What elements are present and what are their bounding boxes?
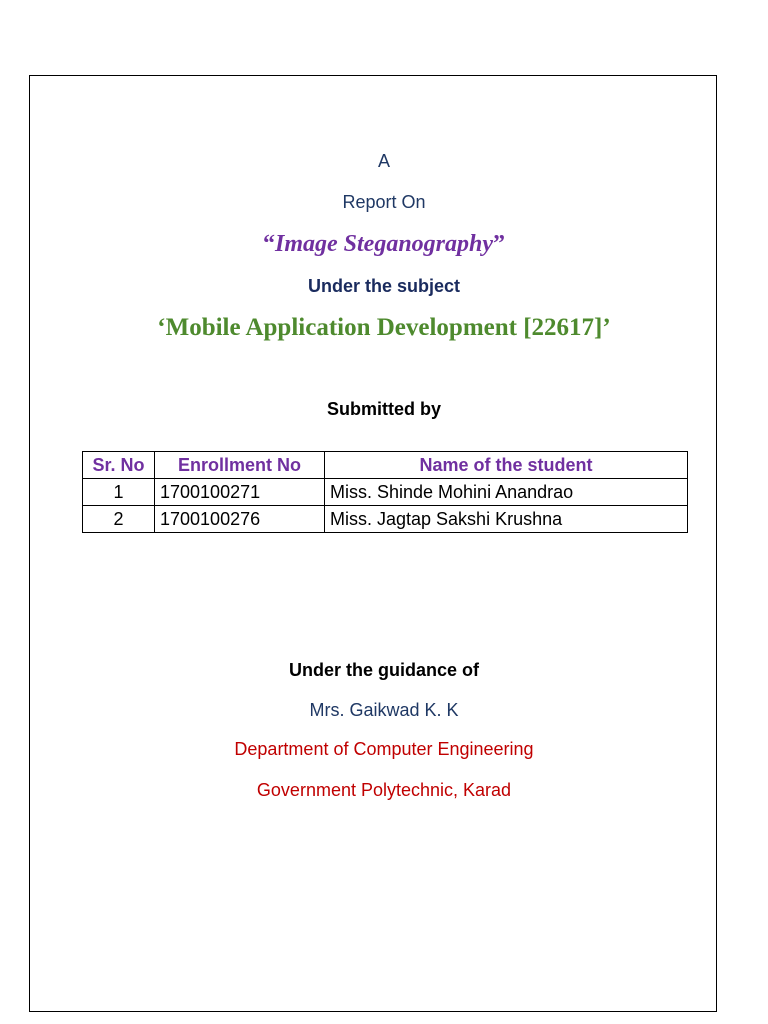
- guide-name: Mrs. Gaikwad K. K: [309, 700, 459, 720]
- subject-name: ‘Mobile Application Development [22617]’: [157, 314, 611, 341]
- header-student-name: Name of the student: [325, 452, 688, 479]
- report-on-label: Report On: [342, 192, 426, 212]
- page-border: [29, 75, 717, 1012]
- subject-label: Under the subject: [307, 276, 461, 296]
- line-a: A: [377, 151, 390, 171]
- cell-enrollment-no: 1700100271: [155, 479, 325, 506]
- cell-sr-no: 1: [83, 479, 155, 506]
- students-table: [82, 451, 688, 533]
- header-sr-no: Sr. No: [83, 452, 155, 479]
- department-name: Department of Computer Engineering: [234, 739, 534, 759]
- table-header-row: [83, 452, 688, 479]
- cell-student-name: Miss. Shinde Mohini Anandrao: [325, 479, 688, 506]
- institute-name: Government Polytechnic, Karad: [256, 780, 512, 800]
- report-title: [0, 231, 768, 258]
- header-enrollment-no: Enrollment No: [155, 452, 325, 479]
- cell-student-name: Miss. Jagtap Sakshi Krushna: [325, 506, 688, 533]
- title-open-quote: “: [262, 231, 275, 257]
- cell-sr-no: 2: [83, 506, 155, 533]
- table-row: [83, 506, 688, 533]
- title-text: Image Steganography: [274, 231, 493, 257]
- title-close-quote: ”: [493, 231, 505, 257]
- submitted-by-label: Submitted by: [326, 399, 441, 419]
- cell-enrollment-no: 1700100276: [155, 506, 325, 533]
- guidance-label: Under the guidance of: [288, 660, 479, 680]
- table-row: [83, 479, 688, 506]
